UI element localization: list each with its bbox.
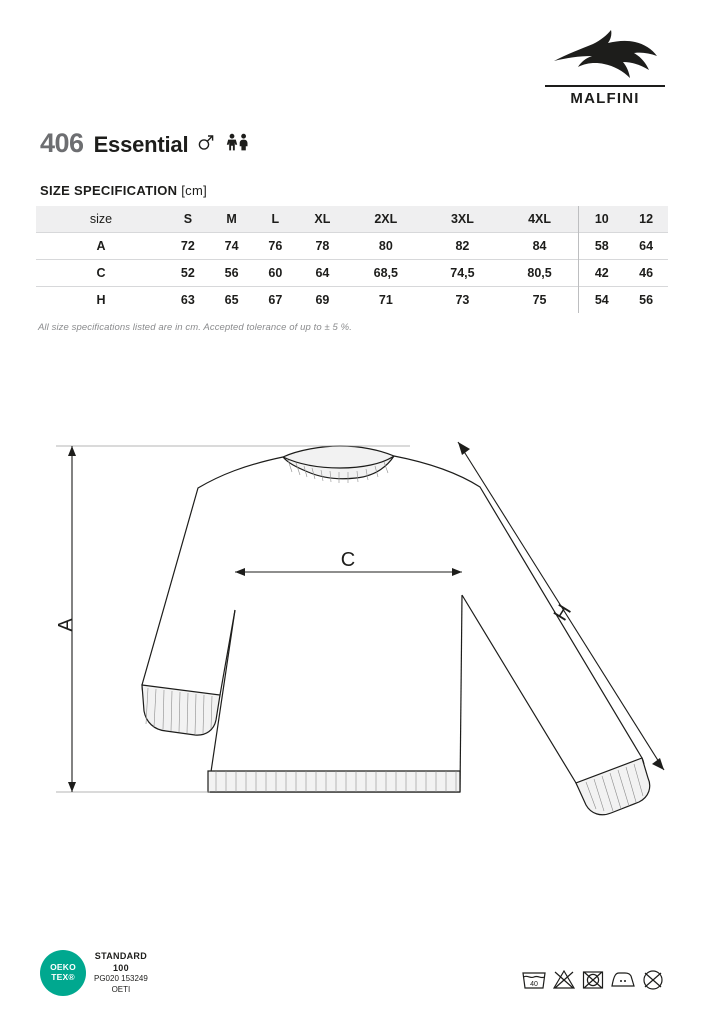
cell-c-2xl: 68,5 [373,266,398,280]
cell-a-12: 64 [639,239,654,253]
oeko-tex-text [94,950,148,996]
cell-h-m: 65 [224,293,239,307]
table-row [36,260,668,287]
product-name: Essential [93,132,189,157]
brand-name: MALFINI [545,85,665,107]
cell-h-2xl: 71 [378,293,393,307]
table-col-2xl: 2XL [374,212,398,226]
table-col-s: S [183,212,193,226]
dimension-c-label: C [340,549,356,571]
do-not-dry-clean-icon [641,968,665,990]
cell-c-s: 52 [180,266,195,280]
table-row-label-c: C [96,266,106,280]
page-title [40,128,251,159]
table-row [36,233,668,260]
cell-h-l: 67 [268,293,283,307]
cell-a-s: 72 [180,239,195,253]
table-col-10: 10 [579,206,624,233]
cell-c-l: 60 [268,266,283,280]
table-row-label-a: A [96,239,106,253]
table-row [36,287,668,314]
wash-temperature-label: 40 [530,981,538,988]
cell-a-4xl: 84 [532,239,547,253]
table-header-row [36,206,668,233]
kids-icon [225,133,251,151]
cell-a-xl: 78 [315,239,330,253]
size-specification-table [36,206,668,313]
dimension-a-label: A [55,618,77,632]
eagle-icon [551,28,659,83]
oeko-badge-line2: TEX® [51,972,75,982]
care-instruction-icons [521,968,665,990]
oeko-badge-line1: OEKO [50,962,76,973]
oeko-tex-badge [40,950,86,996]
cell-a-2xl: 80 [378,239,393,253]
brand-logo [545,28,665,107]
male-icon [198,133,214,151]
cell-a-l: 76 [268,239,283,253]
garment-technical-drawing [30,420,690,845]
tolerance-note: All size specifications listed are in cm. Accepted tolerance of up to ± 5 %. [38,322,352,333]
cell-h-12: 56 [639,293,654,307]
table-col-xl: XL [314,212,331,226]
do-not-tumble-dry-icon [581,968,605,990]
oeko-certificate-number: PG020 153249 [94,974,148,984]
cell-h-4xl: 75 [532,293,547,307]
table-col-l: L [271,212,280,226]
cell-h-3xl: 73 [455,293,470,307]
cell-c-m: 56 [224,266,239,280]
table-col-12: 12 [639,212,654,226]
oeko-institute: OETI [111,985,131,995]
spec-heading [40,183,207,198]
oeko-standard-number: 100 [112,963,129,974]
cell-a-10: 58 [579,233,624,260]
table-col-m: M [226,212,237,226]
oeko-tex-certificate [40,950,148,996]
oeko-standard: STANDARD [94,951,148,962]
cell-c-4xl: 80,5 [527,266,552,280]
iron-low-icon [610,968,636,990]
dimension-h-label: H [549,600,577,625]
wash-40-icon [521,968,547,990]
cell-h-s: 63 [180,293,195,307]
table-col-3xl: 3XL [450,212,474,226]
spec-heading-text: SIZE SPECIFICATION [40,183,178,198]
do-not-bleach-icon [552,968,576,990]
product-code: 406 [40,128,84,158]
cell-c-xl: 64 [315,266,330,280]
cell-a-3xl: 82 [455,239,470,253]
cell-c-10: 42 [579,260,624,287]
cell-h-xl: 69 [315,293,330,307]
table-row-label-h: H [96,293,106,307]
cell-a-m: 74 [224,239,239,253]
table-row-header-label: size [89,212,113,226]
gender-icons [198,133,251,156]
cell-c-12: 46 [639,266,654,280]
cell-c-3xl: 74,5 [450,266,475,280]
sweatshirt-outline [30,420,690,840]
spec-unit: [cm] [181,183,208,198]
table-col-4xl: 4XL [528,212,552,226]
cell-h-10: 54 [579,287,624,314]
